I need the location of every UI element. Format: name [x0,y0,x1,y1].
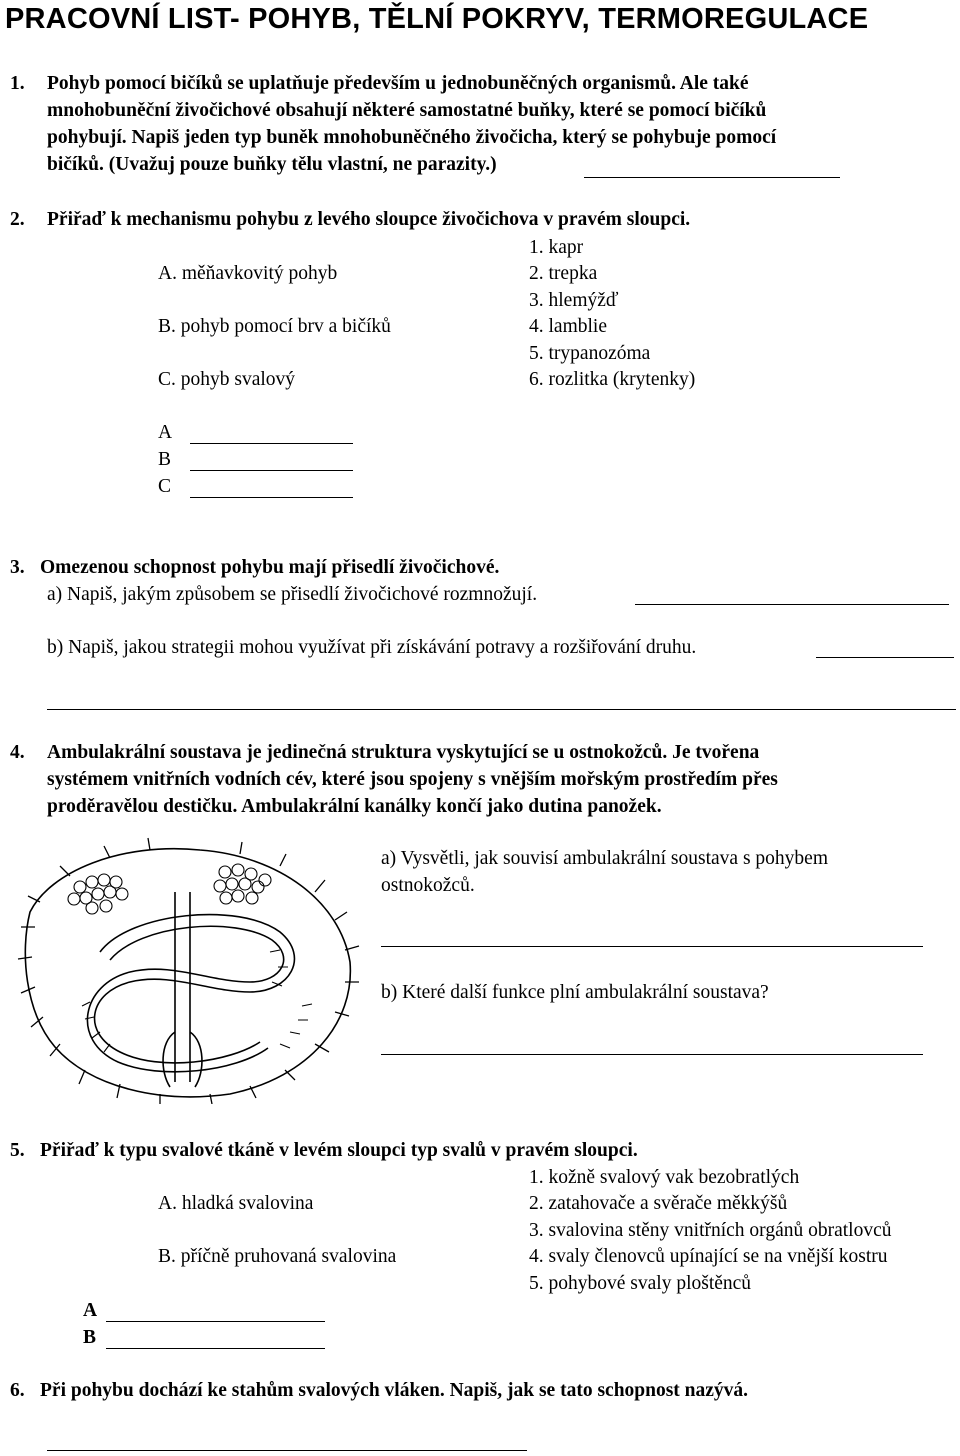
page-title: PRACOVNÍ LIST- POHYB, TĚLNÍ POKRYV, TERMOREGULACE [5,3,869,35]
question-3-number: 3. [10,557,25,578]
question-4-line-1: Ambulakrální soustava je jedinečná struktura vyskytující se u ostnokožců. Je tvořena [47,742,760,763]
question-1-line-3: pohybují. Napiš jeden typ buněk mnohobuněčného živočicha, který se pohybuje pomocí [47,127,777,148]
q5-right-item-4: 4. svaly členovců upínající se na vnější kostru [529,1246,888,1267]
question-2-text: Přiřaď k mechanismu pohybu z levého sloupce živočichova v pravém sloupci. [47,209,691,230]
question-4a-answer-blank[interactable] [381,946,923,947]
question-3b-answer-line-2[interactable] [47,709,956,710]
q5-answer-blank-b[interactable] [106,1348,325,1349]
question-3-text: Omezenou schopnost pohybu mají přisedlí živočichové. [40,557,500,578]
question-1-answer-blank[interactable] [584,177,840,178]
q2-right-item-6: 6. rozlitka (krytenky) [529,369,696,390]
question-6-number: 6. [10,1380,25,1401]
q2-right-item-4: 4. lamblie [529,316,607,337]
question-6-text: Při pohybu dochází ke stahům svalových vláken. Napiš, jak se tato schopnost nazývá. [40,1380,749,1401]
q5-right-item-3: 3. svalovina stěny vnitřních orgánů obratlovců [529,1220,892,1241]
question-4a-line-2: ostnokožců. [381,875,475,896]
q2-right-item-3: 3. hlemýžď [529,290,619,311]
echinoderm-ambulacral-illustration [10,832,360,1104]
question-1-line-2: mnohobuněční živočichové obsahují některé samostatné buňky, které se pomocí bičíků [47,100,767,121]
q5-right-item-5: 5. pohybové svaly ploštěnců [529,1273,752,1294]
q2-left-item-c: C. pohyb svalový [158,369,296,390]
question-5-number: 5. [10,1140,25,1161]
q5-left-item-b: B. příčně pruhovaná svalovina [158,1246,397,1267]
q2-answer-blank-a[interactable] [190,443,353,444]
question-6-answer-blank[interactable] [47,1450,527,1451]
question-1-line-1: Pohyb pomocí bičíků se uplatňuje především u jednobuněčných organismů. Ale také [47,73,749,94]
question-3a-answer-blank[interactable] [635,604,949,605]
question-4-line-3: proděravělou destičku. Ambulakrální kanálky končí jako dutina panožek. [47,796,662,817]
question-4-number: 4. [10,742,25,763]
question-1-number: 1. [10,73,25,94]
q5-right-item-1: 1. kožně svalový vak bezobratlých [529,1167,800,1188]
question-3a-text: a) Napiš, jakým způsobem se přisedlí živočichové rozmnožují. [47,584,538,605]
question-3b-text: b) Napiš, jakou strategii mohou využívat při získávání potravy a rozšiřování druhu. [47,637,697,658]
question-4-line-2: systémem vnitřních vodních cév, které jsou spojeny s vnějším mořským prostředím přes [47,769,778,790]
q2-answer-label-b: B [158,449,172,470]
question-4b-answer-blank[interactable] [381,1054,923,1055]
q2-answer-blank-b[interactable] [190,470,353,471]
q2-right-item-2: 2. trepka [529,263,598,284]
question-4a-line-1: a) Vysvětli, jak souvisí ambulakrální soustava s pohybem [381,848,828,869]
q5-answer-label-b: B [83,1327,97,1348]
q5-right-item-2: 2. zatahovače a svěrače měkkýšů [529,1193,788,1214]
q2-answer-blank-c[interactable] [190,497,353,498]
q2-right-item-1: 1. kapr [529,237,584,258]
q5-answer-label-a: A [83,1300,98,1321]
q2-right-item-5: 5. trypanozóma [529,343,651,364]
question-5-text: Přiřaď k typu svalové tkáně v levém sloupci typ svalů v pravém sloupci. [40,1140,638,1161]
q2-answer-label-a: A [158,422,173,443]
q2-left-item-b: B. pohyb pomocí brv a bičíků [158,316,391,337]
q5-answer-blank-a[interactable] [106,1321,325,1322]
question-3b-answer-blank[interactable] [816,657,954,658]
question-1-line-4: bičíků. (Uvažuj pouze buňky tělu vlastní, ne parazity.) [47,154,497,175]
question-4b-text: b) Které další funkce plní ambulakrální soustava? [381,982,769,1003]
q2-left-item-a: A. měňavkovitý pohyb [158,263,338,284]
q2-answer-label-c: C [158,476,172,497]
q5-left-item-a: A. hladká svalovina [158,1193,314,1214]
question-2-number: 2. [10,209,25,230]
